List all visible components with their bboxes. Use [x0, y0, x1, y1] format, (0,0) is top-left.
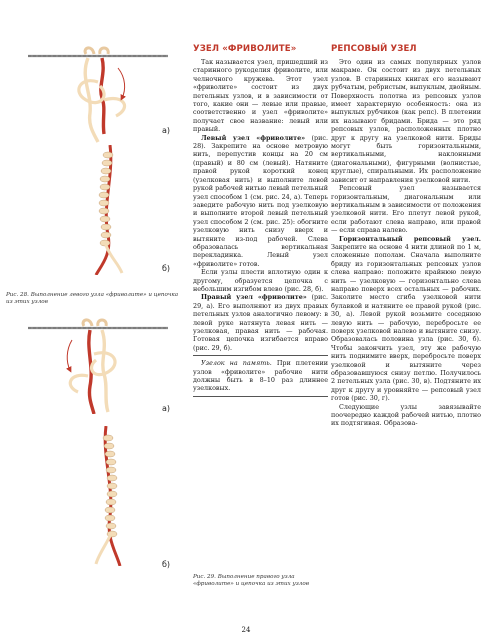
right-knot-text: (рис. 29, а). Его выполняют из двух правых петельных узлов аналогично левому: в левой руке натянута левая нить — узелковая, правая нить — рабочая. Готовая цепочка изгибается вправо (рис. 29, б). — [193, 293, 328, 352]
frivolite-heading: УЗЕЛ «ФРИВОЛИТЕ» — [193, 44, 297, 54]
note-rule-top — [193, 355, 328, 356]
horizontal-knot-text: Закрепите на основе 4 нити длиной по 1 м, сложенные пополам. Сначала выполните бриду из горизонтальных репсовых узлов слева направо: положите крайнюю левую нить — узелковую — горизонтально слева направо поверх всех остальных — рабочих. Заколите место сгиба узелковой нити булавкой и натяните ее правой рукой (рис. 30, а). Левой рукой возьмите соседнюю левую нить — рабочую, перебросьте ее поверх узелковой налево и вытяните снизу. Образовалась половина узла (рис. 30, б). Чтобы закончить узел, эту же рабочую нить поднимите вверх, перебросьте поверх узелковой и вытяните через образовавшуюся снизу петлю. Получилось 2 петельных узла (рис. 30, в). Подтяните их друг к другу и уровняйте — репсовый узел готов (рис. 30, г). — [331, 242, 481, 403]
frivolite-column — [193, 44, 328, 400]
fig28-caption: Рис. 28. Выполнение левого узла «фриволите» и цепочка из этих узлов — [6, 292, 179, 306]
fig29-caption: Рис. 29. Выполнение правого узла «фриволите» и цепочка из этих узлов — [193, 574, 309, 588]
reps-column — [331, 44, 481, 428]
reps-para-1: Это один из самых популярных узлов макраме. Он состоит из двух петельных узлов. В старинных книгах его называют рубчатым, ребристым, выпуклым, двойным. Поверхность полотна из репсовых узлов имеет характерную особенность: она из выпуклых рубчиков (как репс). В плетении их называют бридами. Брида — это ряд репсовых узлов, расположенных плотно друг к другу на узелковой нити. Бриды могут быть горизонтальными, вертикальными, наклонными (диагональными), фигурными (волнистые, круглые), спиральными. Их расположение зависит от направления узелковой нити. — [331, 58, 481, 184]
reps-para-4: Следующие узлы завязывайте поочередно каждой рабочей нитью, плотно их подтягивая. Образова- — [331, 402, 481, 428]
left-knot-text: (рис. 28). Закрепите на основе метровую нить, перепустив концы на 20 см (правый) и 80 см (левый). Натяните правой рукой короткий конец (узелковая нить) и выполните левой рукой рабочей нитью левый петельный узел способом 1 (см. рис. 24, а). Теперь заведите рабочую нить под узелковую и выполните второй левый петельный узел способом 2 (см. рис. 25): обогните узелковую нить снизу вверх и вытяните из-под рабочей. Слева образовалась вертикальная перекладинка. Левый узел «фриволите» готов. — [193, 133, 328, 268]
right-knot-lead: Правый узел «фриволите» — [201, 293, 307, 302]
fig28-label-a: а) — [162, 126, 171, 135]
fig28b-illustration — [70, 145, 150, 275]
figures-column — [0, 0, 186, 640]
note-rule-bottom — [193, 396, 328, 397]
frivolite-para-4 — [193, 293, 328, 352]
fig28a-illustration — [28, 38, 171, 143]
reps-para-3 — [331, 235, 481, 403]
frivolite-para-1: Так называется узел, пришедший из старинного рукоделия фриволите, или челночного кружева. Этот узел «фриволите» состоит из двух петельных узлов, и в зависимости от того, какие они — левые или правые, соответственно и узел «фриволите» получает свое название: левый или правый. — [193, 58, 328, 134]
fig29a-illustration — [28, 314, 171, 414]
horizontal-knot-lead: Горизонтальный репсовый узел. — [339, 234, 481, 243]
fig29-label-a: а) — [162, 404, 171, 413]
fig29-label-b: б) — [162, 560, 171, 569]
memo-note-lead: Узелок на память. — [201, 359, 272, 368]
page-number: 24 — [241, 626, 251, 634]
fig29b-illustration — [70, 426, 150, 566]
fig28-label-b: б) — [162, 264, 171, 273]
left-knot-lead: Левый узел «фриволите» — [201, 133, 306, 142]
memo-note — [193, 359, 328, 393]
reps-para-2: Репсовый узел называется горизонтальным, диагональным или вертикальным в зависимости от положения узелковой нити. Его плетут левой рукой, если работают слева направо, или правой — если справа налево. — [331, 184, 481, 235]
reps-heading: РЕПСОВЫЙ УЗЕЛ — [331, 44, 417, 54]
frivolite-para-3: Если узлы плести вплотную один к другому, образуется цепочка с небольшим изгибом влево (рис. 28, б). — [193, 268, 328, 293]
frivolite-para-2 — [193, 134, 328, 269]
memo-note-text: При плетении узлов «фриволите» рабочие нити должны быть в 8–10 раз длиннее узелковых. — [193, 359, 329, 393]
